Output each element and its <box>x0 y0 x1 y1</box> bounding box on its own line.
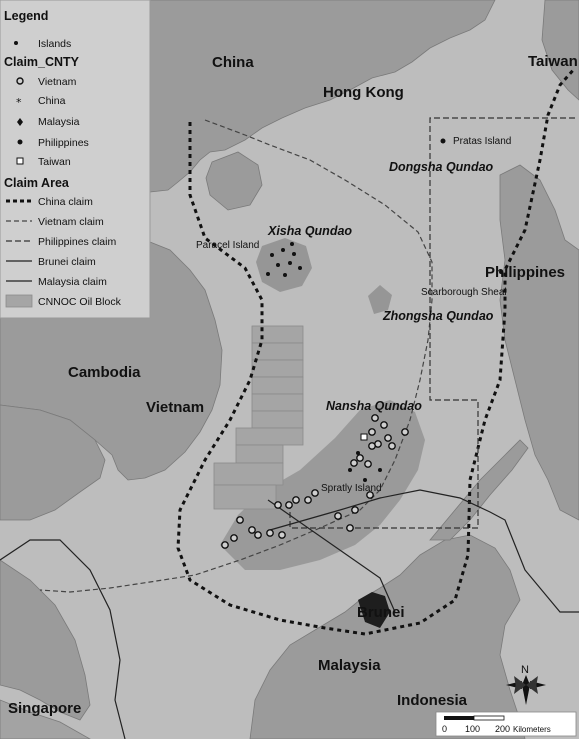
legend-title: Legend <box>4 9 49 23</box>
label-xisha-qundao: Xisha Qundao <box>268 224 353 238</box>
label-vietnam: Vietnam <box>146 399 205 416</box>
taiwan-claimed-island <box>361 434 367 440</box>
legend-cnty-taiwan: Taiwan <box>38 156 71 168</box>
legend-cnty-vietnam: Vietnam <box>38 76 77 88</box>
scale-tick-0: 0 <box>442 724 448 734</box>
scale-tick-200: 200 <box>495 724 511 734</box>
legend-area-malaysia: Malaysia claim <box>38 276 107 288</box>
label-pratas-island: Pratas Island <box>453 136 512 147</box>
label-malaysia: Malaysia <box>318 657 381 674</box>
legend-cnty-china: China <box>38 95 66 107</box>
label-dongsha-qundao: Dongsha Qundao <box>389 160 494 174</box>
label-philippines: Philippines <box>485 264 566 281</box>
label-nansha-qundao: Nansha Qundao <box>326 399 422 413</box>
legend-cnty-malaysia: Malaysia <box>38 116 80 128</box>
label-spratly-island: Spratly Island <box>321 483 382 494</box>
legend-area-philippines: Philippines claim <box>38 236 117 248</box>
legend-area-vietnam: Vietnam claim <box>38 216 104 228</box>
label-scarborough-shoal: Scarborough Sheal <box>421 287 507 298</box>
legend-cnty-philippines: Philippines <box>38 137 89 149</box>
label-china: China <box>212 54 254 71</box>
north-arrow-label: N <box>521 664 529 676</box>
scale-tick-100: 100 <box>465 724 481 734</box>
label-zhongsha-qundao: Zhongsha Qundao <box>383 309 494 323</box>
legend-claim-cnty-title: Claim_CNTY <box>4 55 80 69</box>
label-singapore: Singapore <box>8 700 82 717</box>
legend-area-oil-block: CNNOC Oil Block <box>38 296 121 308</box>
legend-area-china: China claim <box>38 196 93 208</box>
legend-area-brunei: Brunei claim <box>38 256 96 268</box>
label-cambodia: Cambodia <box>68 364 141 381</box>
legend-islands: Islands <box>38 38 72 50</box>
label-hong-kong: Hong Kong <box>323 84 404 101</box>
scale-bar <box>436 712 576 736</box>
scale-unit: Kilometers <box>513 725 551 734</box>
label-paracel-island: Paracel Island <box>196 240 260 251</box>
label-taiwan: Taiwan <box>528 53 578 70</box>
label-brunei: Brunei <box>357 604 405 621</box>
legend-claim-area-title: Claim Area <box>4 176 69 190</box>
svg-text:*: * <box>16 96 22 109</box>
legend <box>0 0 150 318</box>
label-indonesia: Indonesia <box>397 692 468 709</box>
